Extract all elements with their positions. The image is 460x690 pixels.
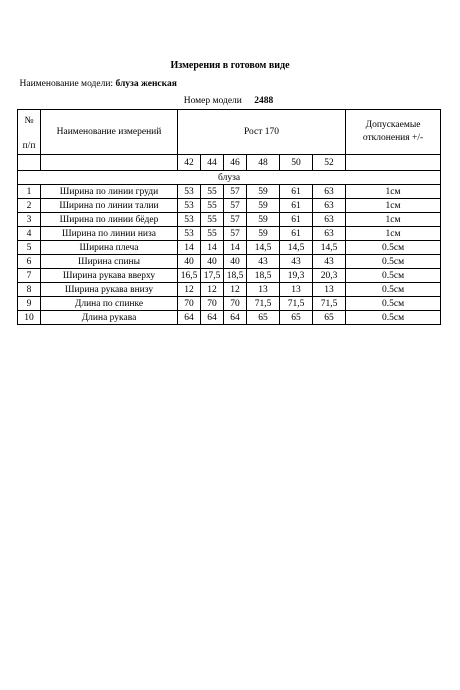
model-name-value: блуза женская (115, 78, 177, 89)
row-number: 6 (18, 255, 41, 269)
model-number-line (178, 92, 280, 110)
measurement-value: 12 (201, 283, 224, 297)
measurement-value: 63 (313, 199, 346, 213)
measurement-value: 70 (178, 297, 201, 311)
table-row (18, 283, 441, 297)
measurement-name: Ширина рукава внизу (41, 283, 178, 297)
page-title: Измерения в готовом виде (170, 60, 290, 71)
measurement-value: 53 (178, 185, 201, 199)
row-number: 3 (18, 213, 41, 227)
tolerance-value: 1см (346, 227, 441, 241)
measurement-value: 61 (280, 227, 313, 241)
section-label: блуза (18, 171, 441, 185)
measurement-value: 59 (247, 199, 280, 213)
measurement-value: 14 (224, 241, 247, 255)
measurement-name: Длина по спинке (41, 297, 178, 311)
measurement-value: 20,3 (313, 269, 346, 283)
measurement-value: 57 (224, 227, 247, 241)
measurement-value: 61 (280, 213, 313, 227)
measurement-value: 53 (178, 227, 201, 241)
measurement-value: 64 (224, 311, 247, 325)
measurement-value: 59 (247, 213, 280, 227)
measurement-value: 59 (247, 227, 280, 241)
tolerance-value: 0.5см (346, 255, 441, 269)
measurements-table (17, 75, 441, 325)
measurement-value: 71,5 (280, 297, 313, 311)
measurement-value: 64 (201, 311, 224, 325)
measurement-value: 14 (178, 241, 201, 255)
measurement-value: 13 (280, 283, 313, 297)
header-tolerance: Допускаемые отклонения +/- (346, 110, 441, 155)
measurement-name: Ширина спины (41, 255, 178, 269)
measurement-value: 17,5 (201, 269, 224, 283)
measurement-value: 55 (201, 213, 224, 227)
measurement-value: 16,5 (178, 269, 201, 283)
table-row (18, 311, 441, 325)
model-name-label: Наименование модели: (19, 78, 114, 89)
measurement-name: Ширина по линии талии (41, 199, 178, 213)
row-number: 5 (18, 241, 41, 255)
measurement-value: 55 (201, 185, 224, 199)
tolerance-value: 0.5см (346, 269, 441, 283)
header-number-sign: № (24, 116, 34, 126)
table-row (18, 199, 441, 213)
model-number-label: Номер модели (183, 95, 242, 106)
measurement-value: 63 (313, 185, 346, 199)
tolerance-value: 0.5см (346, 283, 441, 297)
model-name-line (18, 75, 441, 92)
header-height: Рост 170 (178, 110, 346, 155)
measurement-value: 55 (201, 227, 224, 241)
size-cell: 42 (178, 155, 201, 171)
tolerance-value: 0.5см (346, 311, 441, 325)
tolerance-value: 0.5см (346, 297, 441, 311)
measurement-value: 14,5 (313, 241, 346, 255)
measurement-name: Ширина рукава вверху (41, 269, 178, 283)
measurement-value: 65 (280, 311, 313, 325)
measurement-value: 65 (313, 311, 346, 325)
table-row (18, 255, 441, 269)
measurement-value: 18,5 (224, 269, 247, 283)
table-row (18, 227, 441, 241)
measurement-value: 14,5 (247, 241, 280, 255)
measurement-value: 57 (224, 213, 247, 227)
row-number: 10 (18, 311, 41, 325)
measurement-value: 40 (224, 255, 247, 269)
measurement-name: Ширина плеча (41, 241, 178, 255)
measurement-value: 14,5 (280, 241, 313, 255)
size-cell: 48 (247, 155, 280, 171)
row-number: 4 (18, 227, 41, 241)
table-row (18, 185, 441, 199)
measurement-value: 12 (224, 283, 247, 297)
row-number: 1 (18, 185, 41, 199)
tolerance-value: 1см (346, 185, 441, 199)
size-cell: 46 (224, 155, 247, 171)
header-measurement-name: Наименование измерений (41, 110, 178, 155)
row-number: 9 (18, 297, 41, 311)
measurement-value: 63 (313, 213, 346, 227)
measurement-value: 12 (178, 283, 201, 297)
table-row (18, 269, 441, 283)
measurement-value: 70 (201, 297, 224, 311)
measurement-value: 63 (313, 227, 346, 241)
measurement-value: 57 (224, 185, 247, 199)
table-row (18, 241, 441, 255)
measurement-value: 59 (247, 185, 280, 199)
measurement-value: 64 (178, 311, 201, 325)
measurement-value: 43 (247, 255, 280, 269)
header-number-pp: п/п (22, 141, 36, 151)
measurement-name: Ширина по линии бёдер (41, 213, 178, 227)
size-cell: 44 (201, 155, 224, 171)
measurement-value: 43 (280, 255, 313, 269)
measurement-value: 18,5 (247, 269, 280, 283)
model-number-value: 2488 (254, 95, 274, 106)
table-row (18, 297, 441, 311)
measurement-value: 53 (178, 213, 201, 227)
measurement-value: 61 (280, 185, 313, 199)
measurement-name: Ширина по линии груди (41, 185, 178, 199)
row-number: 8 (18, 283, 41, 297)
tolerance-value: 1см (346, 213, 441, 227)
table-row (18, 213, 441, 227)
row-number: 7 (18, 269, 41, 283)
measurement-value: 14 (201, 241, 224, 255)
measurement-value: 40 (178, 255, 201, 269)
tolerance-value: 1см (346, 199, 441, 213)
header-number-cell (18, 110, 41, 155)
size-cell: 52 (313, 155, 346, 171)
measurement-value: 13 (247, 283, 280, 297)
measurement-value: 43 (313, 255, 346, 269)
measurement-value: 19,3 (280, 269, 313, 283)
measurement-value: 55 (201, 199, 224, 213)
measurement-value: 65 (247, 311, 280, 325)
tolerance-value: 0.5см (346, 241, 441, 255)
row-number: 2 (18, 199, 41, 213)
measurement-value: 53 (178, 199, 201, 213)
measurement-name: Ширина по линии низа (41, 227, 178, 241)
measurement-value: 40 (201, 255, 224, 269)
measurement-name: Длина рукава (41, 311, 178, 325)
measurement-value: 71,5 (313, 297, 346, 311)
measurement-value: 71,5 (247, 297, 280, 311)
size-cell: 50 (280, 155, 313, 171)
measurement-value: 70 (224, 297, 247, 311)
measurement-value: 61 (280, 199, 313, 213)
measurement-value: 13 (313, 283, 346, 297)
measurement-value: 57 (224, 199, 247, 213)
